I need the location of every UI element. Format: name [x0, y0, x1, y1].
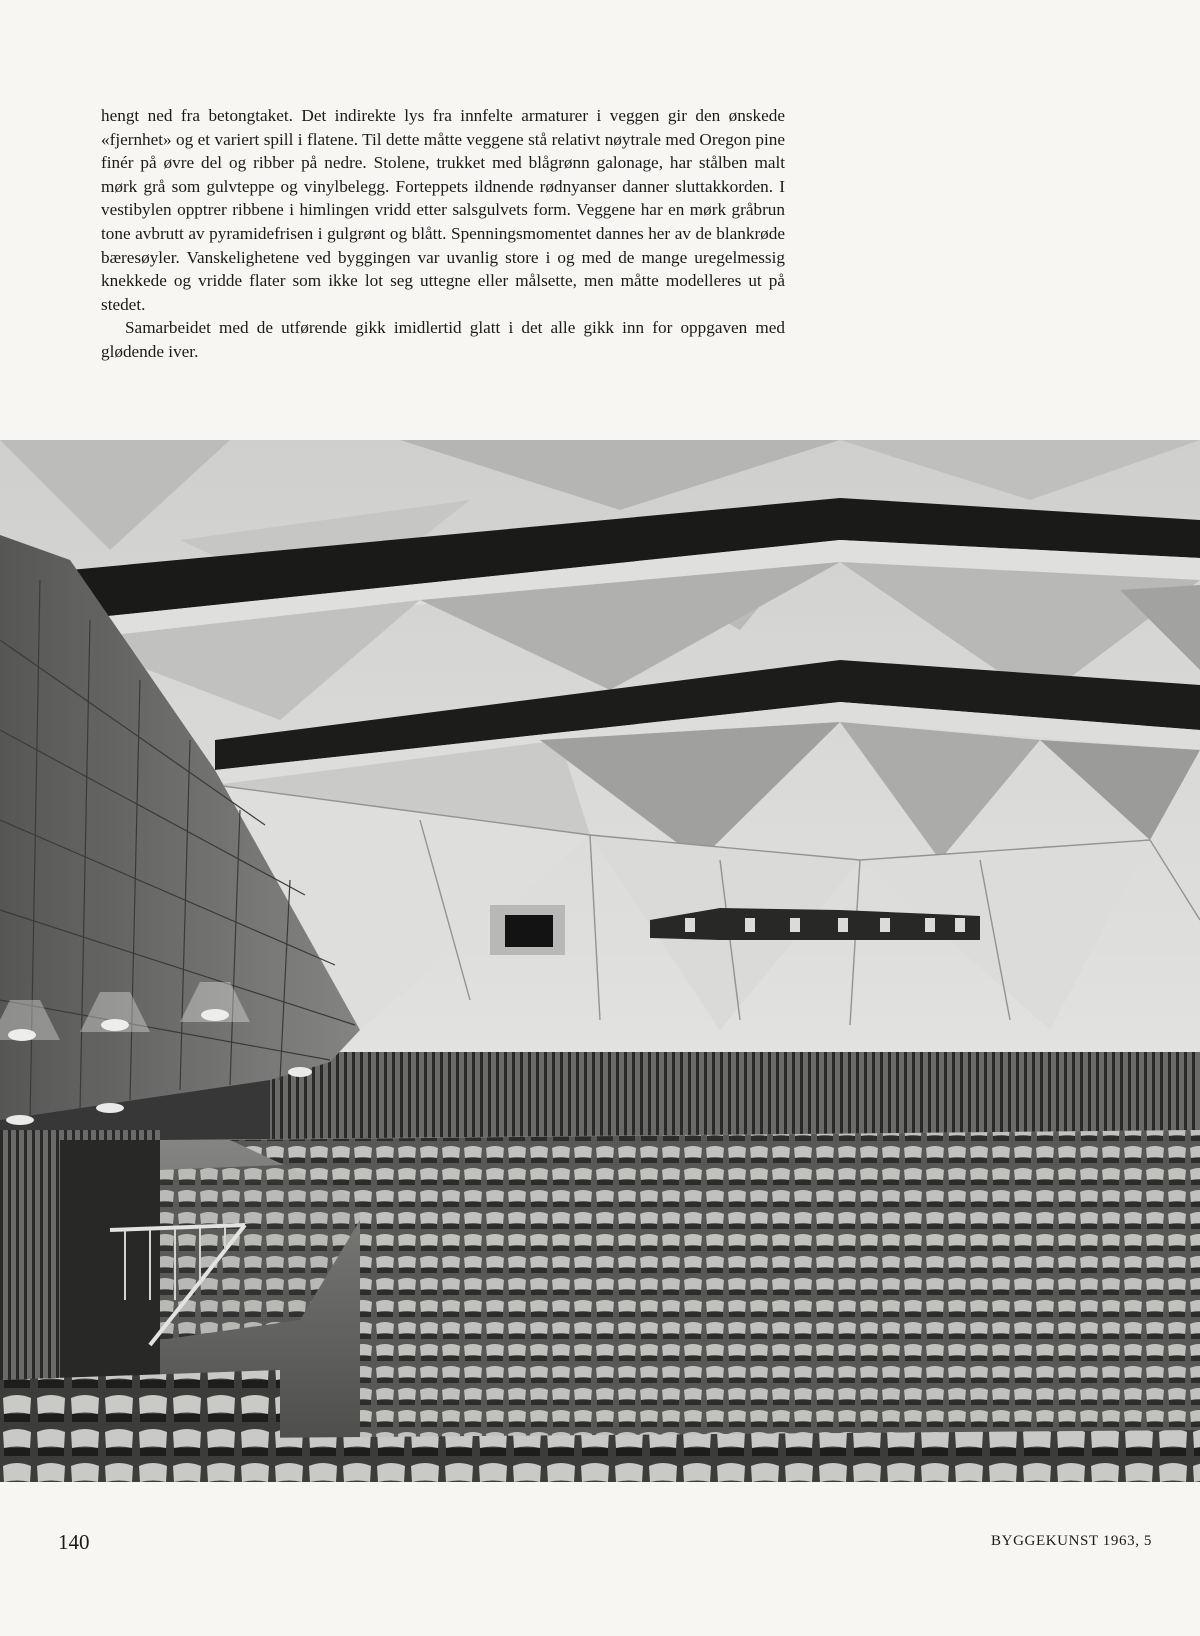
auditorium-photo	[0, 440, 1200, 1482]
article-paragraph-2: Samarbeidet med de utførende gikk imidlertid glatt i det alle gikk inn for oppgaven med glødende iver.	[101, 318, 785, 361]
article-paragraph-1: hengt ned fra betongtaket. Det indirekte lys fra innfelte armaturer i veggen gir den ønskede «fjernhet» og et variert spill i flatene. Til dette måtte veggene stå relativt nøytrale med Oregon pine finér på øvre del og ribber på nedre. Stolene, trukket med blågrønn galonage, har stålben malt mørk grå som gulvteppe og vinylbelegg. Forteppets ildnende rødnyanser danner sluttakkorden. I vestibylen opptrer ribbene i himlingen vridd etter salsgulvets form. Veggene har en mørk gråbrun tone avbrutt av pyramidefrisen i gulgrønt og blått. Spenningsmomentet dannes her av de blankrøde bæresøyler. Vanskelighetene ved byggingen var uvanlig store i og med de mange uregelmessig knekkede og vridde flater som ikke lot seg uttegne eller målsette, men måtte modelleres ut på stedet.	[101, 106, 785, 314]
article-text	[101, 104, 785, 364]
auditorium-photo-illustration	[0, 440, 1200, 1482]
journal-reference: BYGGEKUNST 1963, 5	[991, 1533, 1152, 1549]
page-number: 140	[58, 1530, 90, 1554]
